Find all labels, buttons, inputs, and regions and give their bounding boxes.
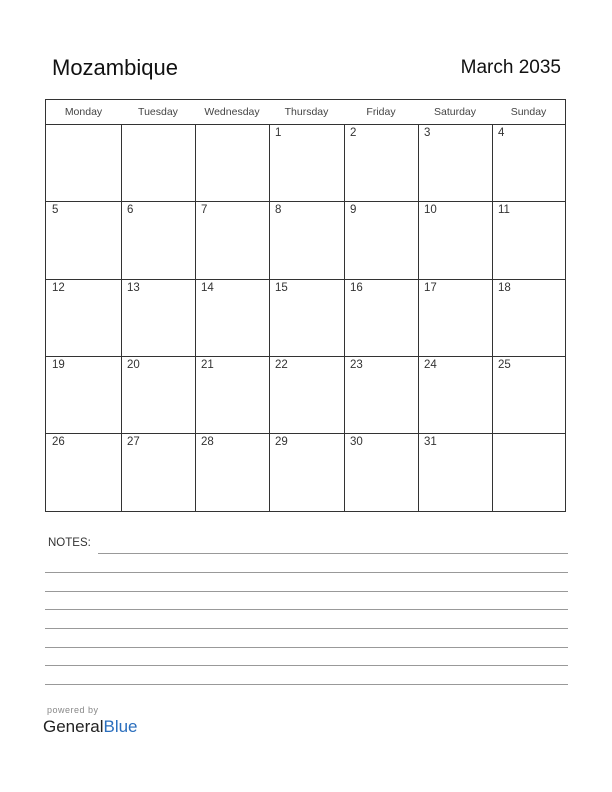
note-line (45, 684, 568, 685)
day-cell (46, 279, 121, 356)
day-number: 29 (275, 436, 288, 448)
day-number: 16 (350, 282, 363, 294)
note-line (45, 665, 568, 666)
day-cell (492, 124, 565, 201)
day-cell (344, 433, 418, 511)
day-cell (121, 433, 195, 511)
brand-blue: Blue (103, 717, 138, 736)
day-number: 5 (52, 204, 59, 216)
day-number: 10 (424, 204, 437, 216)
note-line (45, 628, 568, 629)
day-cell (492, 433, 565, 511)
day-number: 1 (275, 127, 282, 139)
day-number: 2 (350, 127, 357, 139)
day-cell (195, 201, 269, 279)
day-number: 23 (350, 359, 363, 371)
day-number: 4 (498, 127, 505, 139)
day-cell (492, 279, 565, 356)
weekday-sunday: Sunday (510, 106, 547, 118)
day-cell (46, 201, 121, 279)
generalblue-logo (43, 717, 138, 737)
day-cell (344, 124, 418, 201)
day-cell (418, 124, 492, 201)
day-cell (344, 201, 418, 279)
day-cell (121, 201, 195, 279)
day-number: 30 (350, 436, 363, 448)
note-line (98, 553, 568, 554)
day-cell (269, 433, 344, 511)
day-cell (492, 201, 565, 279)
day-number: 21 (201, 359, 214, 371)
day-number: 31 (424, 436, 437, 448)
country-title: Mozambique (52, 55, 178, 80)
note-line (45, 609, 568, 610)
day-cell (418, 433, 492, 511)
day-cell (195, 124, 269, 201)
day-number: 24 (424, 359, 437, 371)
weekday-monday: Monday (64, 106, 103, 118)
day-cell (46, 124, 121, 201)
day-cell (46, 356, 121, 433)
weekday-thursday: Thursday (284, 106, 329, 118)
day-number: 8 (275, 204, 282, 216)
day-number: 6 (127, 204, 134, 216)
day-cell (269, 201, 344, 279)
notes-label: NOTES: (48, 537, 91, 549)
day-number: 12 (52, 282, 65, 294)
brand-general: General (43, 717, 104, 736)
day-cell (121, 356, 195, 433)
day-number: 27 (127, 436, 140, 448)
day-cell (269, 124, 344, 201)
day-cell (195, 356, 269, 433)
day-number: 9 (350, 204, 357, 216)
note-line (45, 591, 568, 592)
day-number: 3 (424, 127, 431, 139)
day-cell (418, 279, 492, 356)
month-year-title: March 2035 (460, 57, 561, 78)
weekday-tuesday: Tuesday (138, 106, 178, 118)
day-cell (121, 279, 195, 356)
day-number: 18 (498, 282, 511, 294)
day-number: 20 (127, 359, 140, 371)
note-line (45, 572, 568, 573)
day-number: 11 (498, 204, 510, 216)
day-number: 28 (201, 436, 214, 448)
day-cell (492, 356, 565, 433)
day-cell (121, 124, 195, 201)
day-cell (269, 279, 344, 356)
calendar-grid (45, 99, 566, 512)
day-cell (269, 356, 344, 433)
day-number: 7 (201, 204, 208, 216)
weekday-wednesday: Wednesday (204, 106, 260, 118)
day-number: 14 (201, 282, 214, 294)
note-line (45, 647, 568, 648)
day-number: 25 (498, 359, 511, 371)
day-cell (344, 279, 418, 356)
day-cell (344, 356, 418, 433)
day-number: 26 (52, 436, 65, 448)
day-number: 15 (275, 282, 288, 294)
day-number: 13 (127, 282, 140, 294)
day-number: 19 (52, 359, 65, 371)
day-cell (195, 279, 269, 356)
day-number: 22 (275, 359, 288, 371)
weekday-saturday: Saturday (433, 106, 477, 118)
day-number: 17 (424, 282, 437, 294)
weekday-friday: Friday (366, 106, 396, 118)
day-cell (195, 433, 269, 511)
weekday-header-row (46, 100, 565, 125)
powered-by-text: powered by (47, 705, 99, 715)
day-cell (418, 201, 492, 279)
day-cell (418, 356, 492, 433)
day-cell (46, 433, 121, 511)
